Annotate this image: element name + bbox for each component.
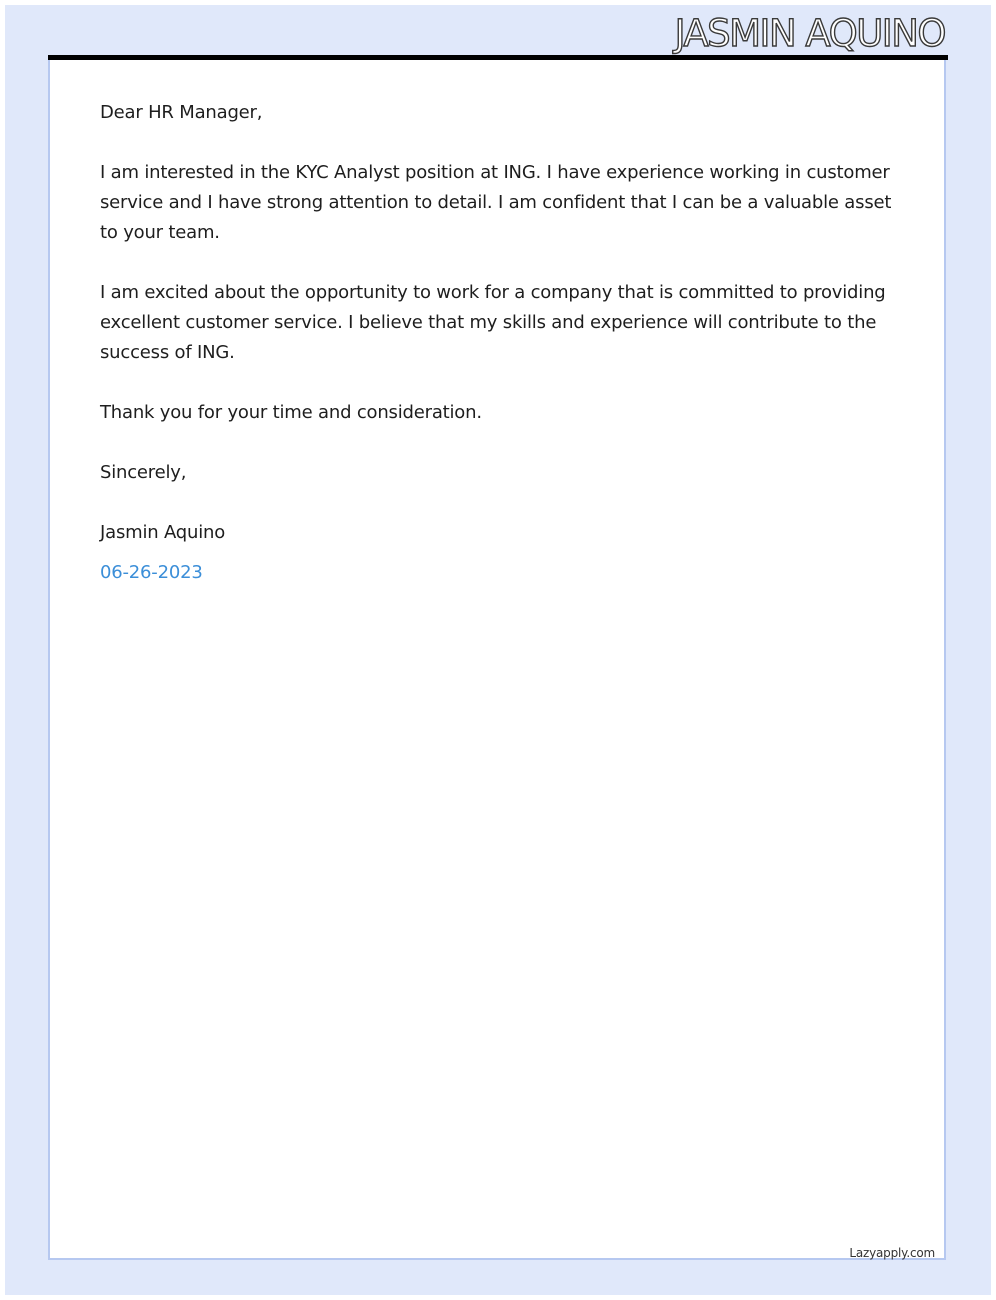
footer-watermark: Lazyapply.com [849, 1246, 935, 1260]
signature-name: Jasmin Aquino [100, 522, 226, 543]
applicant-name-header: JASMIN AQUINO [674, 12, 945, 55]
closing: Sincerely, [100, 462, 187, 483]
letter-body [100, 98, 900, 588]
paragraph-motivation: I am excited about the opportunity to work for a company that is committed to providing excellent customer service. I believe that my skills and experience will contribute to the success of ING. [100, 282, 886, 363]
paragraph-interest: I am interested in the KYC Analyst position at ING. I have experience working in customer service and I have strong attention to detail. I am confident that I can be a valuable asset to your team. [100, 162, 892, 243]
letter-date: 06-26-2023 [100, 562, 203, 583]
thanks-line: Thank you for your time and consideration. [100, 402, 482, 423]
salutation: Dear HR Manager, [100, 102, 263, 123]
